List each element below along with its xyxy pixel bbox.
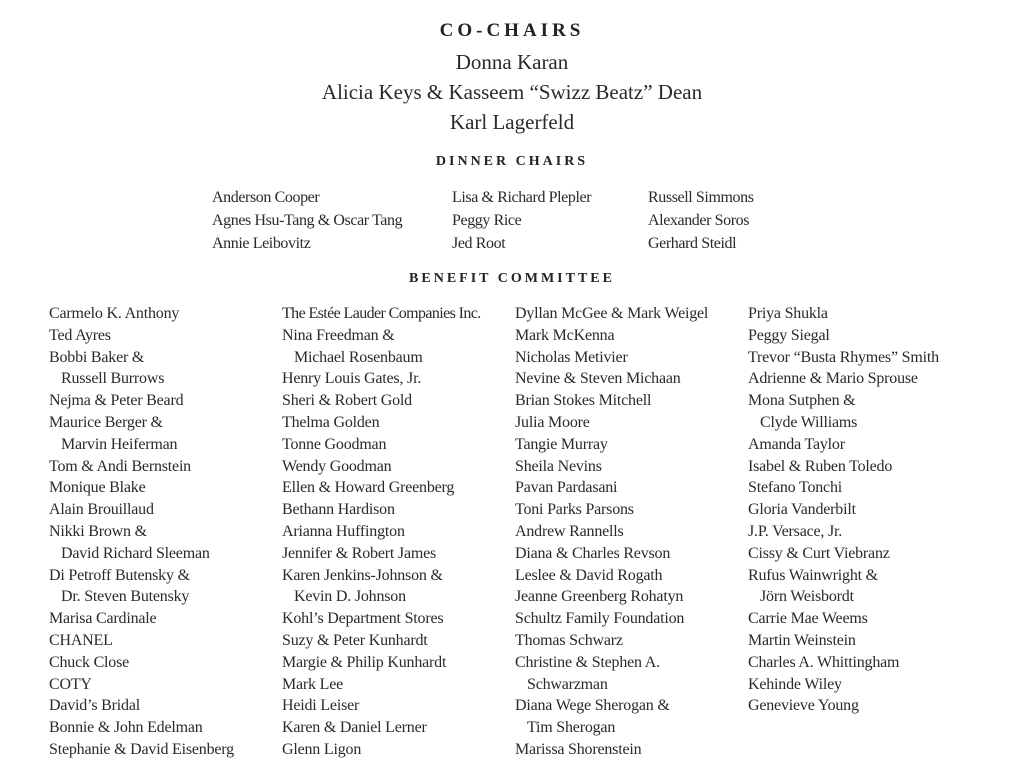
benefit-committee-column-1 (49, 303, 234, 761)
committee-member: Christine & Stephen A. (515, 653, 660, 671)
committee-member: Margie & Philip Kunhardt (282, 653, 447, 671)
committee-member-continued: Jörn Weisbordt (760, 588, 854, 606)
committee-member: Monique Blake (49, 479, 146, 497)
committee-member-continued: David Richard Sleeman (61, 544, 210, 562)
committee-member-continued: Russell Burrows (61, 370, 165, 388)
committee-member: Nevine & Steven Michaan (515, 370, 681, 388)
committee-member: Schultz Family Foundation (515, 610, 685, 628)
dinner-chair-name: Gerhard Steidl (648, 235, 737, 252)
committee-member: Mark McKenna (515, 326, 615, 344)
committee-member-continued: Dr. Steven Butensky (61, 588, 190, 606)
dinner-chairs-column-1 (212, 186, 402, 255)
committee-member: COTY (49, 675, 92, 693)
dinner-chairs-column-3 (648, 186, 754, 255)
committee-member: Jeanne Greenberg Rohatyn (515, 588, 684, 606)
committee-member: Brian Stokes Mitchell (515, 392, 652, 410)
committee-member: Stephanie & David Eisenberg (49, 740, 234, 758)
dinner-chair-name: Peggy Rice (452, 212, 522, 229)
committee-member: Julia Moore (515, 413, 590, 431)
committee-member-continued: Clyde Williams (760, 413, 858, 431)
committee-member: Kehinde Wiley (748, 675, 842, 693)
co-chair-name: Donna Karan (455, 50, 569, 74)
committee-member: Henry Louis Gates, Jr. (282, 370, 422, 388)
benefit-committee-column-4 (748, 303, 939, 717)
committee-member: Jennifer & Robert James (282, 544, 437, 562)
committee-member: Arianna Huffington (282, 522, 405, 540)
committee-member: Bobbi Baker & (49, 348, 145, 366)
dinner-chair-name: Alexander Soros (648, 212, 750, 229)
committee-member: Peggy Siegal (748, 326, 830, 344)
committee-member: Cissy & Curt Viebranz (748, 544, 890, 562)
committee-member: Stefano Tonchi (748, 479, 842, 497)
committee-member: Nejma & Peter Beard (49, 392, 184, 410)
committee-member: Alain Brouillaud (49, 501, 154, 519)
committee-member: Tangie Murray (515, 435, 608, 453)
committee-member: J.P. Versace, Jr. (748, 522, 843, 540)
committee-member: Mark Lee (282, 675, 344, 693)
committee-member: Diana Wege Sherogan & (515, 697, 670, 715)
committee-member: David’s Bridal (49, 697, 140, 715)
dinner-chair-name: Agnes Hsu-Tang & Oscar Tang (212, 212, 403, 229)
committee-member: Bethann Hardison (282, 501, 395, 519)
committee-member-continued: Tim Sherogan (527, 719, 616, 737)
benefit-committee-column-2 (282, 303, 481, 761)
committee-member: Wendy Goodman (282, 457, 392, 475)
committee-member: Andrew Rannells (515, 522, 624, 540)
committee-member: Priya Shukla (748, 305, 828, 322)
committee-member-continued: Michael Rosenbaum (294, 348, 423, 366)
committee-member: Leslee & David Rogath (515, 566, 663, 584)
committee-member-continued: Kevin D. Johnson (294, 588, 406, 606)
committee-member-continued: Marvin Heiferman (61, 435, 178, 453)
dinner-chairs-column-2 (452, 186, 591, 255)
committee-member: Sheri & Robert Gold (282, 392, 412, 410)
committee-member: Thomas Schwarz (515, 631, 623, 649)
committee-member: Chuck Close (49, 653, 130, 671)
co-chair-name: Karl Lagerfeld (449, 110, 575, 134)
dinner-chair-name: Russell Simmons (648, 189, 754, 206)
committee-member: Diana & Charles Revson (515, 544, 671, 562)
committee-member: Marisa Cardinale (49, 610, 157, 628)
benefit-committee-heading: BENEFIT COMMITTEE (409, 271, 615, 286)
dinner-chair-name: Anderson Cooper (212, 189, 320, 206)
committee-member: Marissa Shorenstein (515, 740, 642, 758)
dinner-chair-name: Annie Leibovitz (212, 235, 311, 252)
committee-member: Rufus Wainwright & (748, 566, 878, 584)
committee-member: Toni Parks Parsons (515, 501, 634, 519)
committee-member: Amanda Taylor (748, 435, 845, 453)
committee-member-continued: Schwarzman (527, 675, 608, 693)
committee-member: Karen & Daniel Lerner (282, 719, 427, 737)
co-chair-name: Alicia Keys & Kasseem “Swizz Beatz” Dean (321, 80, 703, 104)
committee-member: Ellen & Howard Greenberg (282, 479, 455, 497)
committee-member: Martin Weinstein (748, 631, 856, 649)
dinner-chair-name: Lisa & Richard Plepler (452, 189, 592, 206)
committee-member: Pavan Pardasani (515, 479, 618, 497)
committee-member: Karen Jenkins-Johnson & (282, 566, 443, 584)
committee-member: Trevor “Busta Rhymes” Smith (748, 348, 939, 366)
committee-member: Bonnie & John Edelman (49, 719, 203, 737)
committee-member: Thelma Golden (282, 413, 380, 431)
committee-member: Isabel & Ruben Toledo (748, 457, 893, 475)
committee-member: Carrie Mae Weems (748, 610, 868, 628)
committee-member: Suzy & Peter Kunhardt (282, 631, 428, 649)
committee-member: Tonne Goodman (282, 435, 387, 453)
committee-member: Nina Freedman & (282, 326, 395, 344)
committee-member: Adrienne & Mario Sprouse (748, 370, 918, 388)
committee-member: Carmelo K. Anthony (49, 305, 180, 322)
committee-member: Glenn Ligon (282, 740, 362, 758)
dinner-chairs-heading: DINNER CHAIRS (435, 154, 589, 169)
committee-member: Heidi Leiser (282, 697, 360, 715)
committee-member: Nikki Brown & (49, 522, 147, 540)
committee-member: Di Petroff Butensky & (49, 566, 190, 584)
committee-member: Maurice Berger & (49, 413, 163, 431)
committee-member: Charles A. Whittingham (748, 653, 900, 671)
committee-member: Ted Ayres (49, 326, 111, 344)
committee-member: Genevieve Young (748, 697, 859, 715)
dinner-chair-name: Jed Root (452, 235, 506, 252)
committee-member: Gloria Vanderbilt (748, 501, 856, 519)
benefit-committee-column-3 (515, 303, 708, 761)
co-chairs-heading: CO-CHAIRS (439, 20, 585, 41)
committee-member: Nicholas Metivier (515, 348, 628, 366)
committee-member: Mona Sutphen & (748, 392, 856, 410)
committee-member: Sheila Nevins (515, 457, 602, 475)
committee-member: Kohl’s Department Stores (282, 610, 444, 628)
co-chairs-list (0, 47, 1024, 137)
committee-member: CHANEL (49, 631, 113, 649)
committee-member: The Estée Lauder Companies Inc. (282, 305, 481, 322)
committee-member: Tom & Andi Bernstein (49, 457, 191, 475)
committee-member: Dyllan McGee & Mark Weigel (515, 305, 709, 322)
